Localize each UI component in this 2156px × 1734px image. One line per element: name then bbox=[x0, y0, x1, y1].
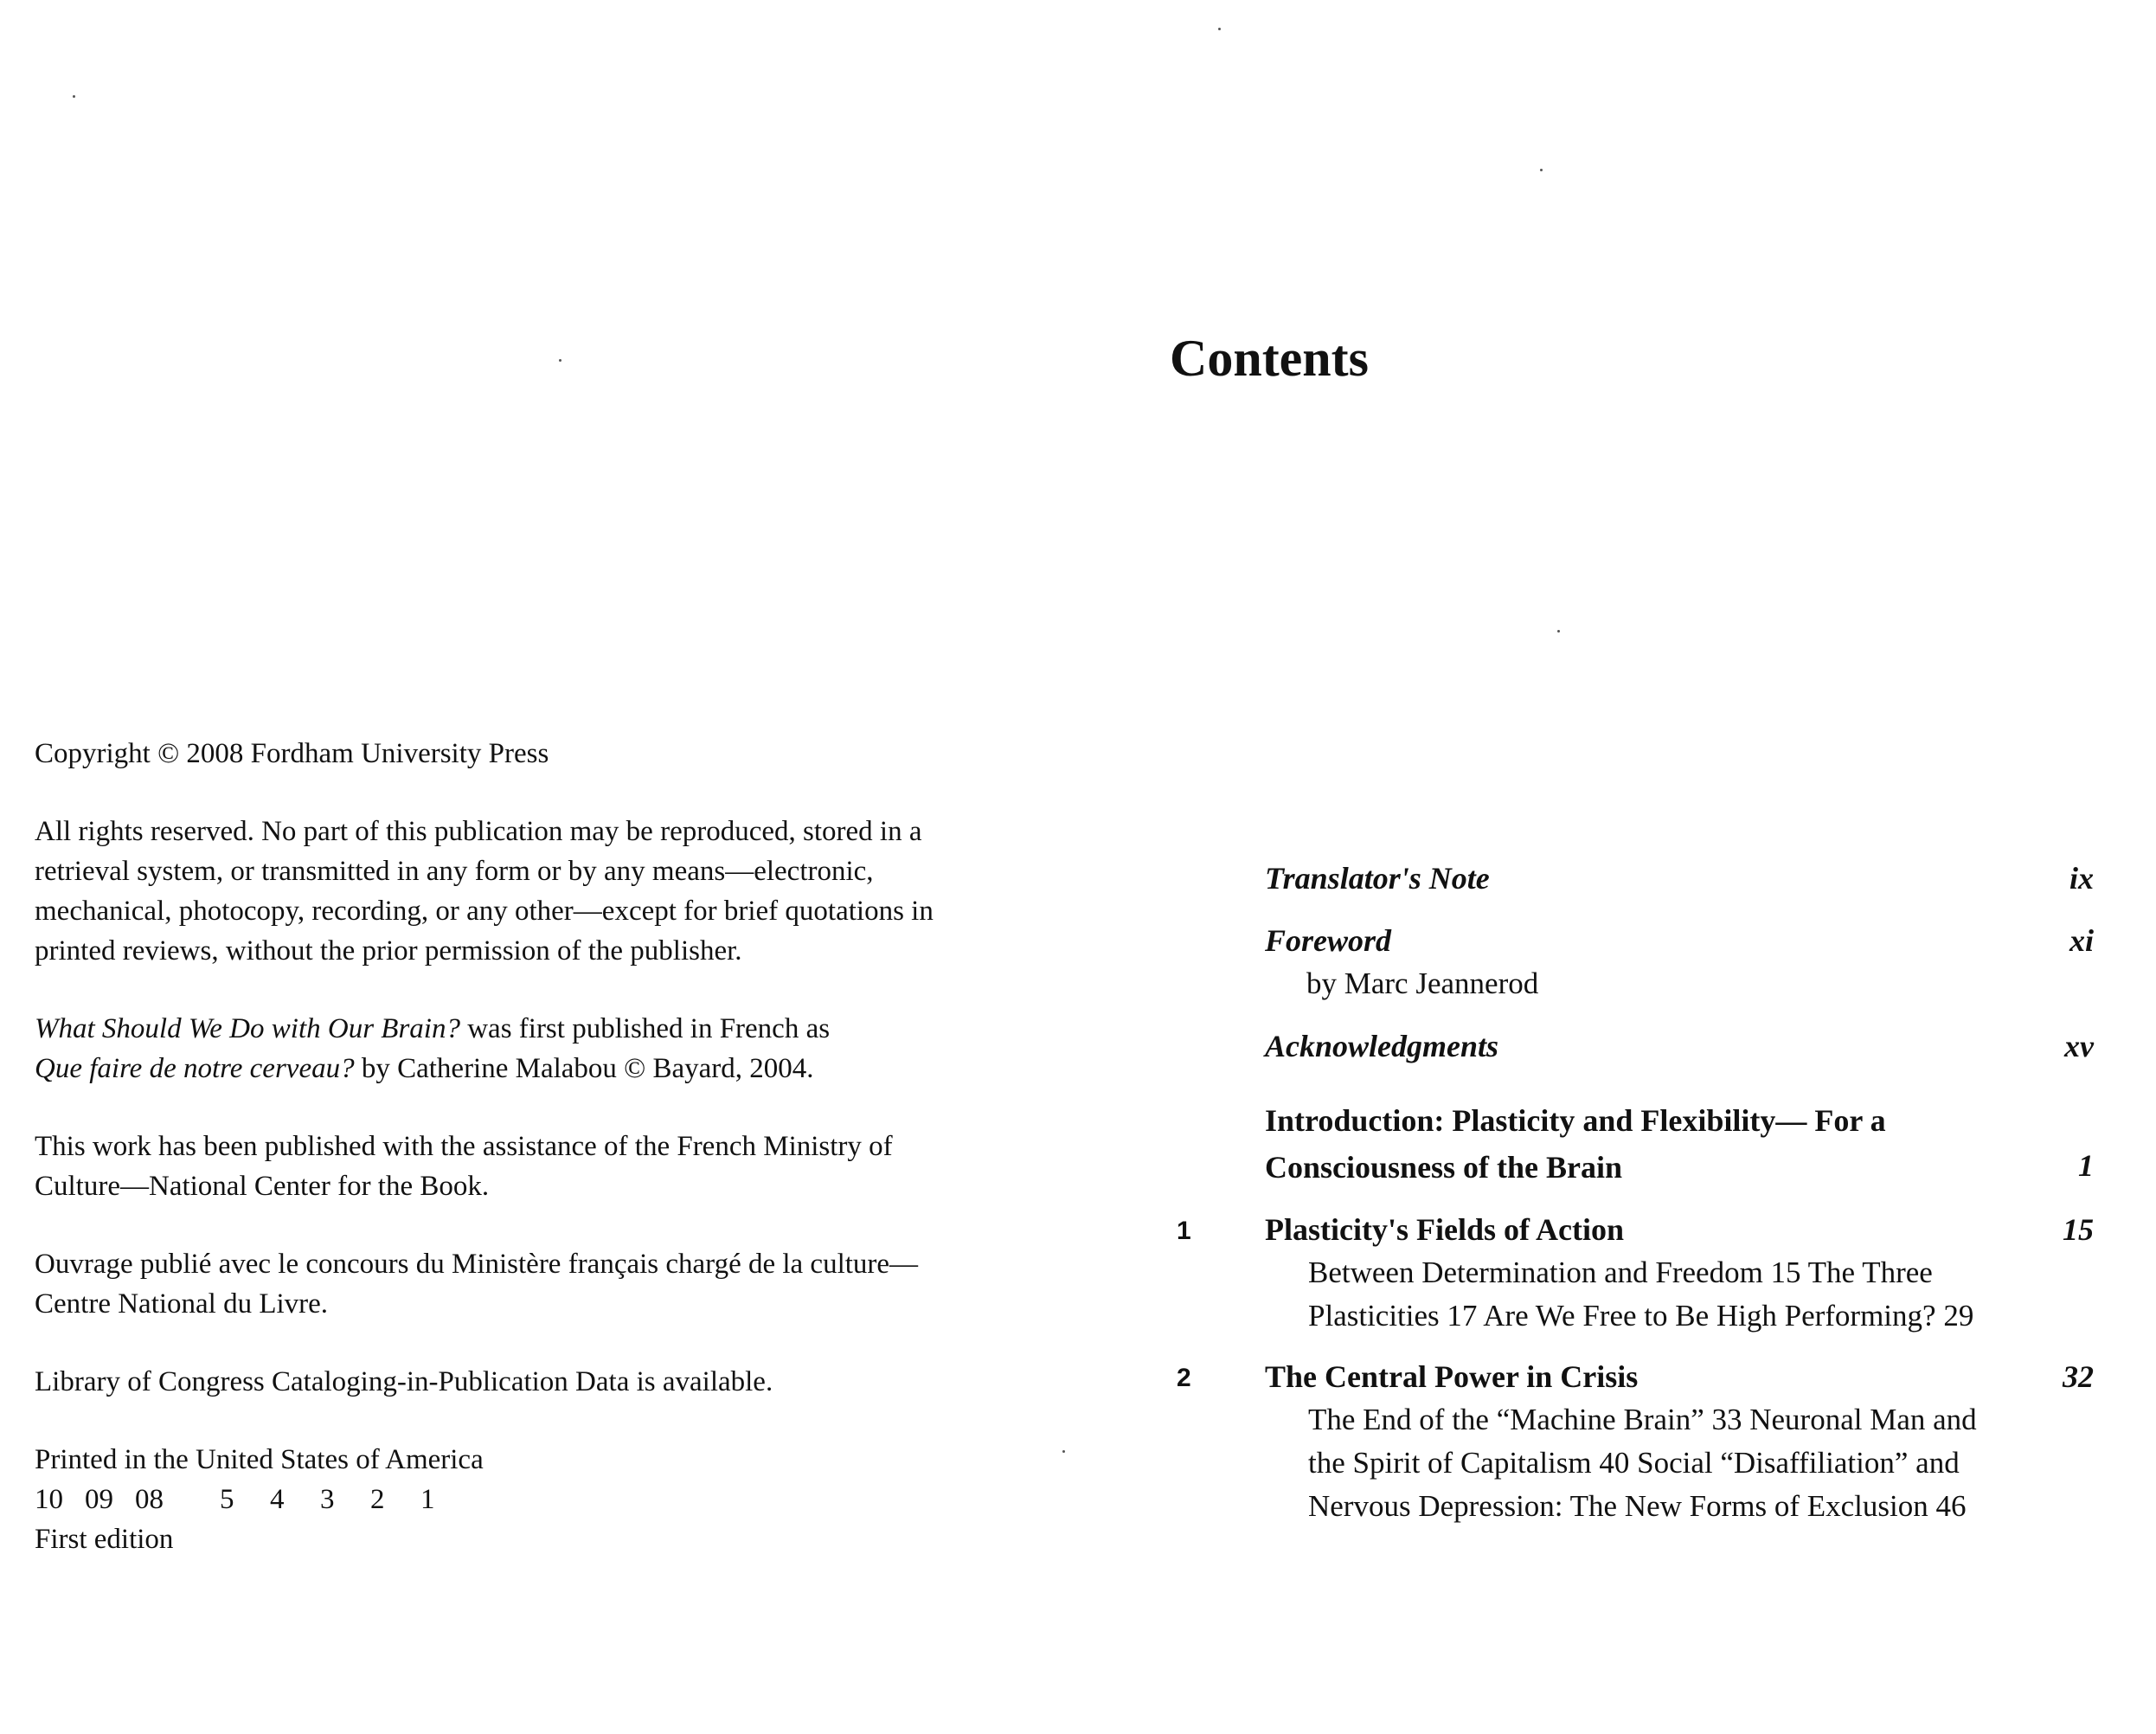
print-number: 5 bbox=[220, 1484, 234, 1515]
toc-page-number: xi bbox=[2069, 923, 2094, 958]
rights-statement: All rights reserved. No part of this publication may be reproduced, stored in a retrieval system, or transmitted in any form or by any means—electronic, mechanical, photocopy, recording, or any other—except for brief quotations in printed reviews, without the prior permission of the publisher. bbox=[35, 816, 934, 967]
print-number: 3 bbox=[320, 1484, 335, 1515]
print-year: 10 bbox=[35, 1484, 63, 1515]
toc-entry-translators-note[interactable] bbox=[1159, 857, 2094, 900]
page-title: Contents bbox=[1170, 330, 1370, 387]
print-run bbox=[35, 1480, 969, 1519]
french-title-suffix: by Catherine Malabou © Bayard, 2004. bbox=[354, 1053, 814, 1084]
chapter-number: 1 bbox=[1177, 1217, 1191, 1245]
toc-entry-subtitle: The End of the “Machine Brain” 33 Neuronal Man and the Spirit of Capitalism 40 Social “Disaffiliation” and Nervous Depression: The New Forms of Exclusion 46 bbox=[1308, 1403, 1977, 1523]
toc-entry-title: The Central Power in Crisis bbox=[1265, 1359, 1639, 1394]
toc-page-number: 32 bbox=[2063, 1359, 2094, 1394]
toc-entry-acknowledgments[interactable] bbox=[1159, 1024, 2094, 1068]
toc-entry-chapter-1[interactable] bbox=[1159, 1208, 2094, 1338]
toc-entry-title: Foreword bbox=[1265, 923, 1392, 958]
toc-page-number: 15 bbox=[2063, 1212, 2094, 1247]
scan-speck bbox=[73, 95, 75, 98]
assistance-note: This work has been published with the assistance of the French Ministry of Culture—National Center for the Book. bbox=[35, 1131, 893, 1202]
edition: First edition bbox=[35, 1524, 174, 1555]
print-year: 08 bbox=[135, 1484, 164, 1515]
printed-in: Printed in the United States of America bbox=[35, 1444, 484, 1475]
toc-entry-title: Translator's Note bbox=[1265, 861, 1490, 896]
printing-info bbox=[35, 1440, 969, 1559]
print-number: 2 bbox=[370, 1484, 385, 1515]
french-title: Que faire de notre cerveau? bbox=[35, 1053, 355, 1084]
french-assistance-note: Ouvrage publié avec le concours du Ministère français chargé de la culture—Centre National du Livre. bbox=[35, 1249, 919, 1320]
copyright-line: Copyright © 2008 Fordham University Press bbox=[35, 738, 549, 769]
toc-page-number: 1 bbox=[2078, 1148, 2094, 1183]
toc-entry-subtitle: Between Determination and Freedom 15 The Three Plasticities 17 Are We Free to Be High Performing? 29 bbox=[1308, 1256, 1974, 1333]
toc-entry-subtitle: by Marc Jeannerod bbox=[1306, 967, 1539, 1000]
print-number: 4 bbox=[270, 1484, 285, 1515]
cip-note: Library of Congress Cataloging-in-Publication Data is available. bbox=[35, 1366, 773, 1397]
toc-entry-introduction[interactable] bbox=[1159, 1097, 2094, 1191]
scan-speck bbox=[1062, 1450, 1065, 1453]
table-of-contents bbox=[1159, 857, 2094, 1545]
toc-entry-foreword[interactable] bbox=[1159, 919, 2094, 1005]
toc-entry-title: Introduction: Plasticity and Flexibility— For a Consciousness of the Brain bbox=[1265, 1103, 1886, 1185]
print-year: 09 bbox=[85, 1484, 113, 1515]
toc-entry-title: Acknowledgments bbox=[1265, 1029, 1499, 1063]
toc-page-number: xv bbox=[2064, 1029, 2094, 1063]
original-title: What Should We Do with Our Brain? bbox=[35, 1013, 460, 1044]
scan-speck bbox=[1540, 169, 1543, 171]
scan-speck bbox=[1557, 630, 1560, 633]
toc-entry-title: Plasticity's Fields of Action bbox=[1265, 1212, 1624, 1247]
toc-entry-chapter-2[interactable] bbox=[1159, 1355, 2094, 1528]
copyright-page bbox=[35, 734, 969, 1559]
chapter-number: 2 bbox=[1177, 1364, 1191, 1392]
toc-page-number: ix bbox=[2069, 861, 2094, 896]
original-title-suffix: was first published in French as bbox=[459, 1013, 831, 1044]
scan-speck bbox=[1218, 28, 1221, 30]
original-publication-note bbox=[35, 1009, 969, 1089]
scan-speck bbox=[559, 359, 561, 362]
print-number: 1 bbox=[420, 1484, 435, 1515]
